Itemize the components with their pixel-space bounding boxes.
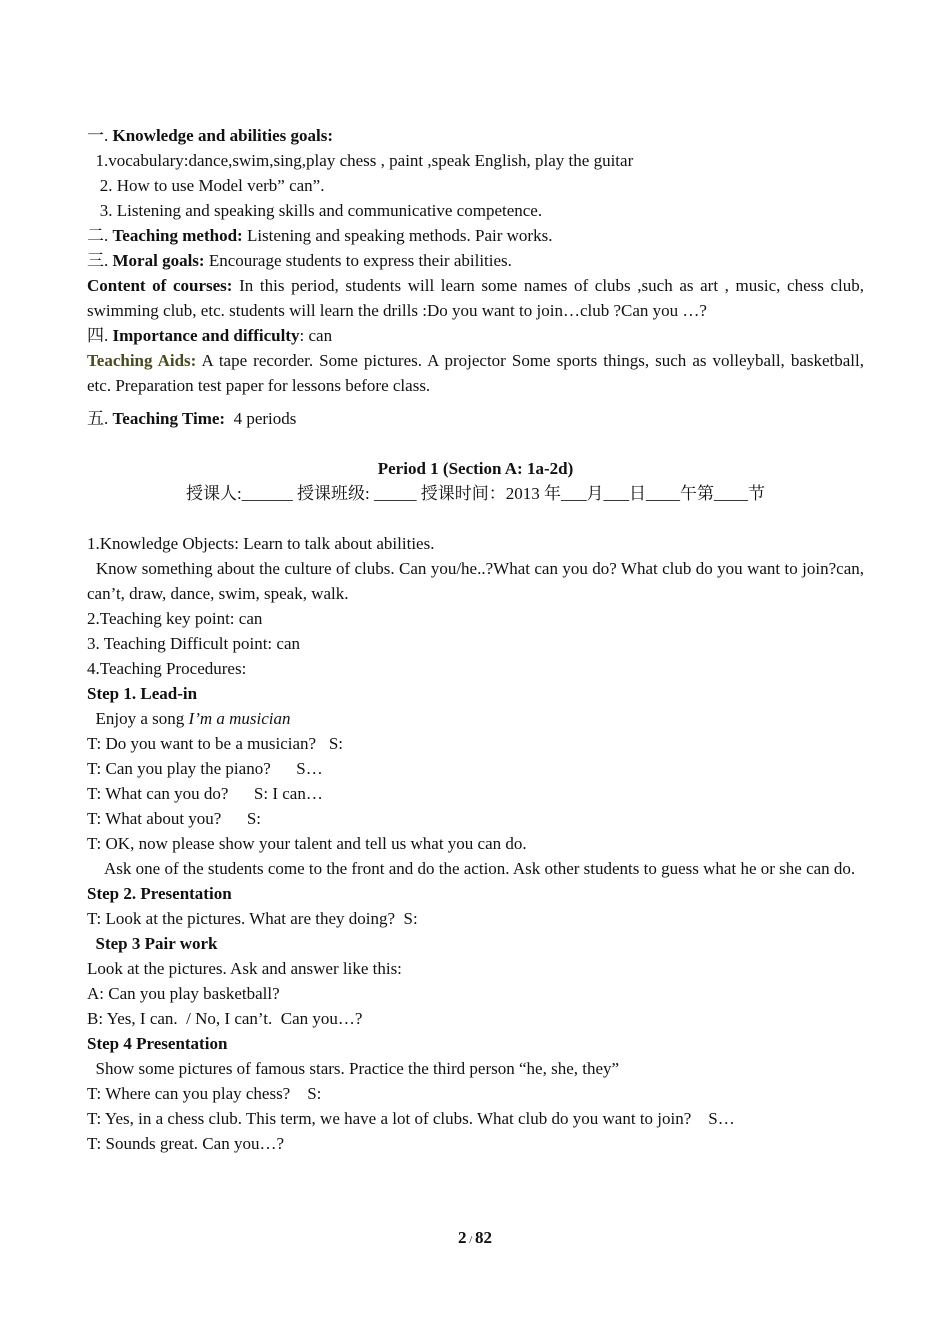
- step2-heading: Step 2. Presentation: [87, 884, 232, 903]
- step1-dialogue-1: T: Do you want to be a musician? S:: [87, 734, 343, 753]
- goals-item-1: 1.vocabulary:dance,swim,sing,play chess , paint ,speak English, play the guitar: [87, 151, 634, 170]
- objective-line-5: 4.Teaching Procedures:: [87, 659, 247, 678]
- content-of-courses: Content of courses: In this period, students will learn some names of clubs ,such as art , music, chess club, swimming club, etc. students will learn the drills :Do you want to join…club ?Can you …?: [87, 276, 869, 320]
- step3-line-3: B: Yes, I can. / No, I can’t. Can you…?: [87, 1009, 363, 1028]
- step3-line-2: A: Can you play basketball?: [87, 984, 280, 1003]
- teaching-time: 五. Teaching Time: 4 periods: [87, 409, 297, 428]
- teaching-aids: Teaching Aids: A tape recorder. Some pictures. A projector Some sports things, such as volleyball, basketball, etc. Preparation test paper for lessons before class.: [87, 351, 869, 395]
- step1-dialogue-2: T: Can you play the piano? S…: [87, 759, 323, 778]
- goals-heading: 一. Knowledge and abilities goals:: [87, 126, 334, 145]
- step3-line-1: Look at the pictures. Ask and answer like this:: [87, 959, 402, 978]
- moral-goals: 三. Moral goals: Encourage students to express their abilities.: [87, 251, 512, 270]
- step4-line-1: Show some pictures of famous stars. Practice the third person “he, she, they”: [87, 1059, 620, 1078]
- objective-line-2: Know something about the culture of clubs. Can you/he..?What can you do? What club do you want to join?can, can’t, draw, dance, swim, speak, walk.: [87, 559, 869, 603]
- step1-dialogue-4: T: What about you? S:: [87, 809, 262, 828]
- step1-dialogue-5: T: OK, now please show your talent and tell us what you can do.: [87, 834, 527, 853]
- step1-heading: Step 1. Lead-in: [87, 684, 198, 703]
- objective-line-1: 1.Knowledge Objects: Learn to talk about abilities.: [87, 534, 435, 553]
- period-info: 授课人:______ 授课班级: _____ 授课时间：2013 年___月___日____午第____节: [186, 484, 765, 503]
- step4-line-2: T: Where can you play chess? S:: [87, 1084, 322, 1103]
- step1-dialogue-3: T: What can you do? S: I can…: [87, 784, 323, 803]
- page-content: [87, 123, 869, 1156]
- objective-line-3: 2.Teaching key point: can: [87, 609, 263, 628]
- importance-difficulty: 四. Importance and difficulty: can: [87, 326, 333, 345]
- step3-heading: Step 3 Pair work: [87, 934, 218, 953]
- step1-dialogue-6: Ask one of the students come to the front and do the action. Ask other students to guess what he or she can do.: [87, 859, 856, 878]
- objective-line-4: 3. Teaching Difficult point: can: [87, 634, 300, 653]
- goals-item-3: 3. Listening and speaking skills and communicative competence.: [87, 201, 543, 220]
- teaching-method: 二. Teaching method: Listening and speaking methods. Pair works.: [87, 226, 553, 245]
- step2-dialogue-1: T: Look at the pictures. What are they doing? S:: [87, 909, 418, 928]
- step4-heading: Step 4 Presentation: [87, 1034, 228, 1053]
- step1-enjoy: Enjoy a song I’m a musician: [87, 709, 291, 728]
- period-title: Period 1 (Section A: 1a-2d): [377, 459, 574, 478]
- page-number: 2 / 82: [457, 1228, 493, 1247]
- step4-line-4: T: Sounds great. Can you…?: [87, 1134, 284, 1153]
- goals-item-2: 2. How to use Model verb” can”.: [87, 176, 325, 195]
- step4-line-3: T: Yes, in a chess club. This term, we have a lot of clubs. What club do you want to join? S…: [87, 1109, 735, 1128]
